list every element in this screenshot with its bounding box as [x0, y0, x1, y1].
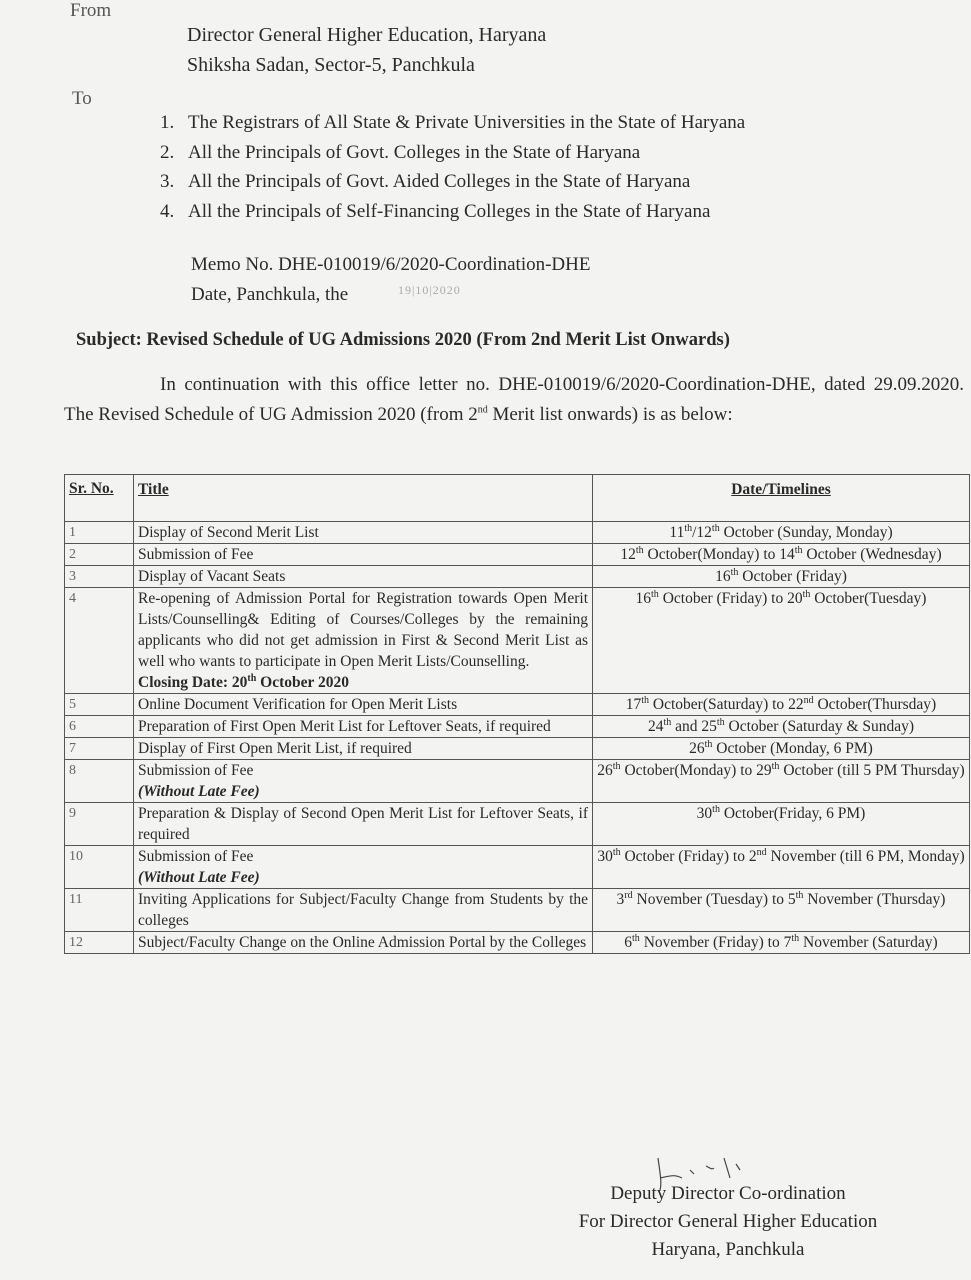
cell-title-text: Submission of Fee — [138, 546, 254, 563]
sender-line-2: Shiksha Sadan, Sector-5, Panchkula — [187, 54, 475, 76]
cell-title-note: (Without Late Fee) — [138, 783, 260, 800]
cell-title — [134, 760, 593, 803]
cell-title — [134, 889, 593, 932]
cell-title-note: (Without Late Fee) — [138, 869, 260, 886]
table-row — [65, 544, 970, 566]
cell-sr-no: 9 — [65, 803, 134, 846]
cell-title-text: Display of Vacant Seats — [138, 568, 286, 585]
memo-date-value: 19|10|2020 — [398, 283, 461, 297]
signature-title: Deputy Director Co-ordination — [610, 1183, 846, 1204]
cell-sr-no: 2 — [65, 544, 134, 566]
cell-date: 16th October (Friday) — [593, 566, 970, 588]
table-row — [65, 803, 970, 846]
cell-sr-no: 10 — [65, 846, 134, 889]
recipient-text: All the Principals of Self-Financing Colleges in the State of Haryana — [188, 201, 711, 222]
cell-title-text: Inviting Applications for Subject/Faculty Change from Students by the colleges — [138, 891, 588, 929]
cell-title — [134, 716, 593, 738]
subject-line: Subject: Revised Schedule of UG Admissions 2020 (From 2nd Merit List Onwards) — [76, 330, 730, 350]
recipient-text: All the Principals of Govt. Colleges in the State of Haryana — [188, 142, 641, 163]
from-label: From — [70, 0, 112, 21]
to-label: To — [72, 88, 92, 109]
cell-date: 11th/12th October (Sunday, Monday) — [593, 522, 970, 544]
recipient-number: 3. — [160, 171, 175, 192]
cell-sr-no: 6 — [65, 716, 134, 738]
cell-sr-no: 4 — [65, 588, 134, 694]
recipient-number: 1. — [160, 112, 175, 133]
cell-date: 26th October (Monday, 6 PM) — [593, 738, 970, 760]
cell-title — [134, 544, 593, 566]
cell-title-text: Subject/Faculty Change on the Online Admission Portal by the Colleges — [138, 934, 587, 951]
header-date: Date/Timelines — [593, 475, 970, 522]
table-row — [65, 716, 970, 738]
intro-text-2: Merit list onwards) is as below: — [487, 404, 733, 425]
cell-sr-no: 12 — [65, 932, 134, 954]
cell-title — [134, 932, 593, 954]
intro-text-1: In continuation with this office letter no. DHE-010019/6/2020-Coordination-DHE, dated 29.09.2020. The Revised Schedule of UG Admission 2020 (from 2 — [64, 374, 964, 425]
signature-location: Haryana, Panchkula — [651, 1239, 805, 1260]
cell-title-text: Re-opening of Admission Portal for Registration towards Open Merit Lists/Counselling& Editing of Courses/Colleges by the remaining applicants who did not get admission in First & Second Merit List as well who wants to participate in Open Merit Lists/Counselling. — [138, 590, 588, 670]
cell-sr-no: 1 — [65, 522, 134, 544]
table-row — [65, 738, 970, 760]
table-body — [65, 522, 970, 954]
cell-sr-no: 5 — [65, 694, 134, 716]
signature-on-behalf: For Director General Higher Education — [578, 1211, 878, 1232]
cell-date: 3rd November (Tuesday) to 5th November (Thursday) — [593, 889, 970, 932]
cell-title — [134, 738, 593, 760]
cell-title-note: Closing Date: 20th October 2020 — [138, 672, 349, 691]
cell-sr-no: 11 — [65, 889, 134, 932]
cell-title-text: Display of Second Merit List — [138, 524, 319, 541]
header-sr-no: Sr. No. — [65, 475, 134, 522]
schedule-table — [64, 474, 970, 954]
memo-date-label: Date, Panchkula, the — [191, 284, 349, 305]
cell-title — [134, 522, 593, 544]
intro-sup: nd — [477, 404, 488, 416]
recipient-item-2 — [160, 138, 640, 167]
recipient-item-4 — [160, 197, 710, 226]
cell-date: 17th October(Saturday) to 22nd October(Thursday) — [593, 694, 970, 716]
table-header-row — [65, 475, 970, 522]
sender-line-1: Director General Higher Education, Haryana — [187, 24, 547, 46]
cell-title-text: Online Document Verification for Open Merit Lists — [138, 696, 458, 713]
recipient-item-1 — [160, 108, 745, 137]
table-row — [65, 522, 970, 544]
recipient-number: 4. — [160, 201, 175, 222]
cell-date: 16th October (Friday) to 20th October(Tuesday) — [593, 588, 970, 694]
cell-sr-no: 7 — [65, 738, 134, 760]
table-row — [65, 566, 970, 588]
recipient-text: The Registrars of All State & Private Universities in the State of Haryana — [188, 112, 746, 133]
cell-title-text: Preparation & Display of Second Open Merit List for Leftover Seats, if required — [138, 805, 588, 843]
cell-title — [134, 694, 593, 716]
table-row — [65, 760, 970, 803]
header-title: Title — [134, 475, 593, 522]
signature-block — [548, 1180, 908, 1264]
intro-paragraph — [64, 370, 964, 430]
cell-title-text: Submission of Fee — [138, 848, 254, 865]
table-row — [65, 932, 970, 954]
cell-title-text: Display of First Open Merit List, if required — [138, 740, 412, 757]
cell-date: 12th October(Monday) to 14th October (Wednesday) — [593, 544, 970, 566]
recipient-number: 2. — [160, 142, 175, 163]
recipient-text: All the Principals of Govt. Aided Colleges in the State of Haryana — [188, 171, 691, 192]
cell-date: 26th October(Monday) to 29th October (till 5 PM Thursday) — [593, 760, 970, 803]
cell-title — [134, 566, 593, 588]
table-row — [65, 889, 970, 932]
cell-date: 30th October (Friday) to 2nd November (till 6 PM, Monday) — [593, 846, 970, 889]
cell-sr-no: 8 — [65, 760, 134, 803]
memo-number: Memo No. DHE-010019/6/2020-Coordination-DHE — [191, 254, 591, 275]
cell-title — [134, 846, 593, 889]
cell-title-text: Submission of Fee — [138, 762, 254, 779]
table-row — [65, 694, 970, 716]
table-row — [65, 588, 970, 694]
cell-title-text: Preparation of First Open Merit List for Leftover Seats, if required — [138, 718, 551, 735]
recipient-item-3 — [160, 167, 690, 196]
cell-date: 6th November (Friday) to 7th November (Saturday) — [593, 932, 970, 954]
cell-title — [134, 803, 593, 846]
cell-title — [134, 588, 593, 694]
table-row — [65, 846, 970, 889]
cell-date: 24th and 25th October (Saturday & Sunday) — [593, 716, 970, 738]
cell-date: 30th October(Friday, 6 PM) — [593, 803, 970, 846]
cell-sr-no: 3 — [65, 566, 134, 588]
